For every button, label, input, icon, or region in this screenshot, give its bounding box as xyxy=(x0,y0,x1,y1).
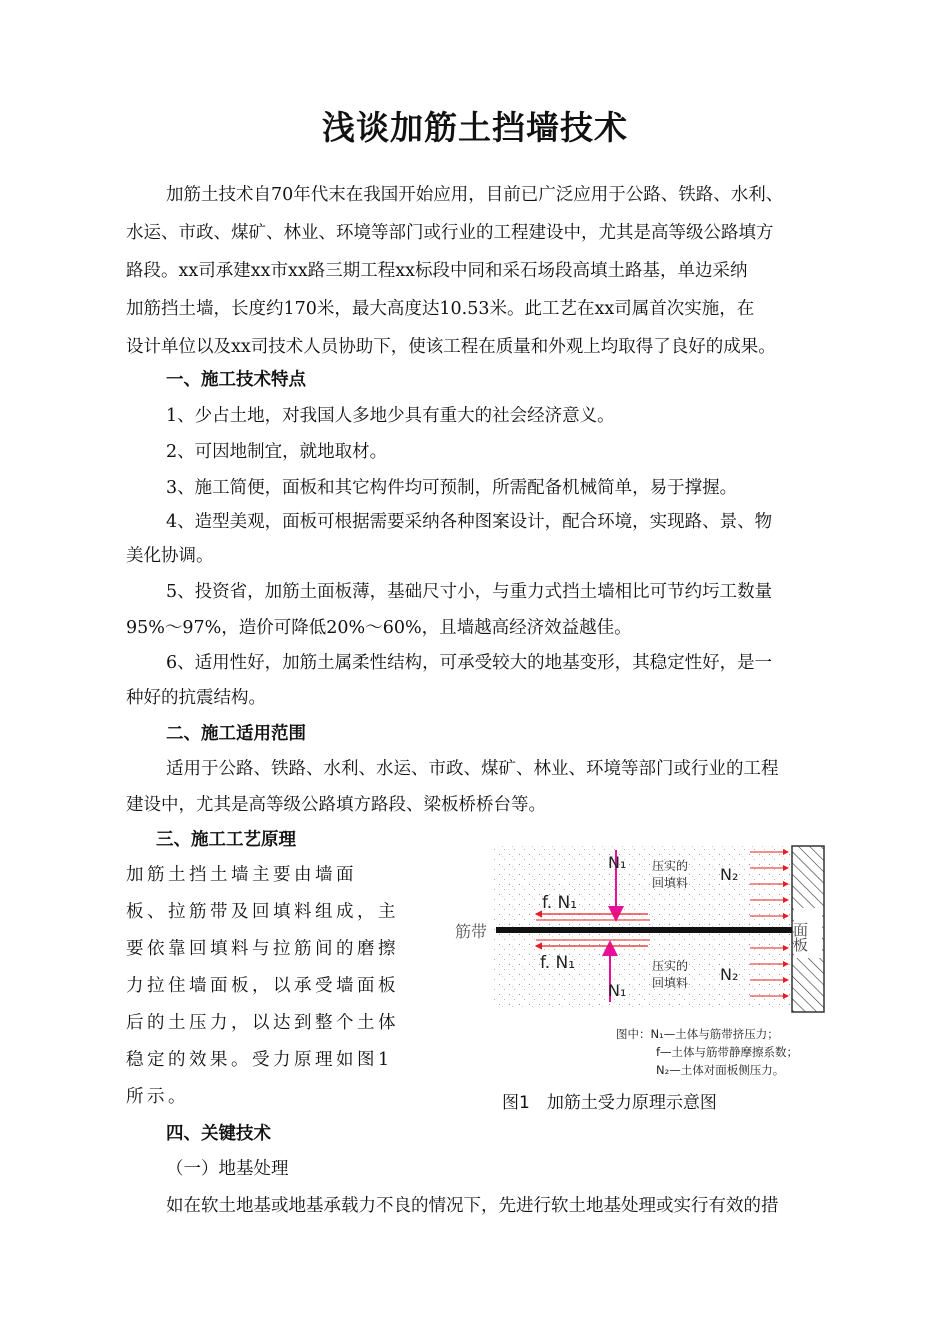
list-item: 2、可因地制宜，就地取材。 xyxy=(166,442,388,462)
intro-line: 路段。xx司承建xx市xx路三期工程xx标段中同和采石场段高填土路基，单边采纳 xyxy=(126,261,748,281)
figure-caption: 图1 加筋土受力原理示意图 xyxy=(502,1093,717,1113)
n1-bottom-label: N₁ xyxy=(608,981,627,1000)
section-heading-3: 三、施工工艺原理 xyxy=(156,830,296,850)
force-diagram xyxy=(455,842,828,1132)
intro-line: 水运、市政、煤矿、林业、环境等部门或行业的工程建设中，尤其是高等级公路填方 xyxy=(126,223,774,243)
page-title: 浅谈加筋土挡墙技术 xyxy=(322,108,628,147)
paragraph-line: 建设中，尤其是高等级公路填方路段、梁板桥桥台等。 xyxy=(126,795,546,815)
paragraph-line: 稳定的效果。受力原理如图1 xyxy=(126,1050,393,1070)
list-item: 1、少占土地，对我国人多地少具有重大的社会经济意义。 xyxy=(166,406,615,426)
n2-bottom-label: N₂ xyxy=(720,965,739,984)
section-heading-4: 四、关键技术 xyxy=(166,1124,271,1144)
list-item: 5、投资省，加筋土面板薄，基础尺寸小，与重力式挡土墙相比可节约圬工数量 xyxy=(166,582,773,602)
panel-label: 面板 xyxy=(791,922,809,952)
paragraph-line: 板、拉筋带及回填料组成，主 xyxy=(126,902,399,922)
n2-top-label: N₂ xyxy=(720,865,739,884)
list-item: 4、造型美观，面板可根据需要采纳各种图案设计，配合环境，实现路、景、物 xyxy=(166,512,773,532)
fill-label-bottom: 回填料 xyxy=(652,976,689,990)
figure-legend-line: 图中：N₁—土体与筋带挤压力； xyxy=(616,1027,779,1041)
list-item-continued: 种好的抗震结构。 xyxy=(126,688,266,708)
paragraph-line: 力拉住墙面板，以承受墙面板 xyxy=(126,976,399,996)
subsection-heading: （一）地基处理 xyxy=(166,1159,289,1179)
strip-label: 筋带 xyxy=(455,922,488,941)
fill-label-top: 回填料 xyxy=(652,876,689,890)
fill-label-bottom: 压实的 xyxy=(652,959,689,973)
fn1-bottom-label: f. N₁ xyxy=(540,953,576,973)
figure-legend-line: f—土体与筋带静摩擦系数； xyxy=(656,1045,799,1059)
intro-line: 设计单位以及xx司技术人员协助下，使该工程在质量和外观上均取得了良好的成果。 xyxy=(126,337,776,357)
list-item-continued: 95%～97%，造价可降低20%～60%，且墙越高经济效益越佳。 xyxy=(126,618,632,638)
paragraph-line: 后的土压力，以达到整个土体 xyxy=(126,1013,399,1033)
n1-top-label: N₁ xyxy=(608,853,627,872)
fill-label-top: 压实的 xyxy=(652,859,689,873)
paragraph-line: 适用于公路、铁路、水利、水运、市政、煤矿、林业、环境等部门或行业的工程 xyxy=(166,759,779,779)
strip-label-bg xyxy=(483,918,493,920)
list-item-continued: 美化协调。 xyxy=(126,546,214,566)
fn1-top-label: f. N₁ xyxy=(542,893,578,913)
paragraph-line: 加筋土挡土墙主要由墙面 xyxy=(126,865,357,885)
paragraph-line: 要依靠回填料与拉筋间的磨擦 xyxy=(126,939,399,959)
list-item: 6、适用性好，加筋土属柔性结构，可承受较大的地基变形，其稳定性好，是一 xyxy=(166,653,773,673)
section-heading-1: 一、施工技术特点 xyxy=(166,370,306,390)
intro-line: 加筋土技术自70年代末在我国开始应用，目前已广泛应用于公路、铁路、水利、 xyxy=(166,185,784,205)
paragraph-line: 所示。 xyxy=(126,1087,189,1107)
section-heading-2: 二、施工适用范围 xyxy=(166,724,306,744)
list-item: 3、施工简便，面板和其它构件均可预制，所需配备机械简单，易于撑握。 xyxy=(166,478,738,498)
intro-line: 加筋挡土墙，长度约170米，最大高度达10.53米。此工艺在xx司属首次实施，在 xyxy=(126,299,755,319)
paragraph-line: 如在软土地基或地基承载力不良的情况下，先进行软土地基处理或实行有效的措 xyxy=(166,1196,779,1216)
figure-legend-line: N₂—土体对面板侧压力。 xyxy=(656,1063,785,1077)
